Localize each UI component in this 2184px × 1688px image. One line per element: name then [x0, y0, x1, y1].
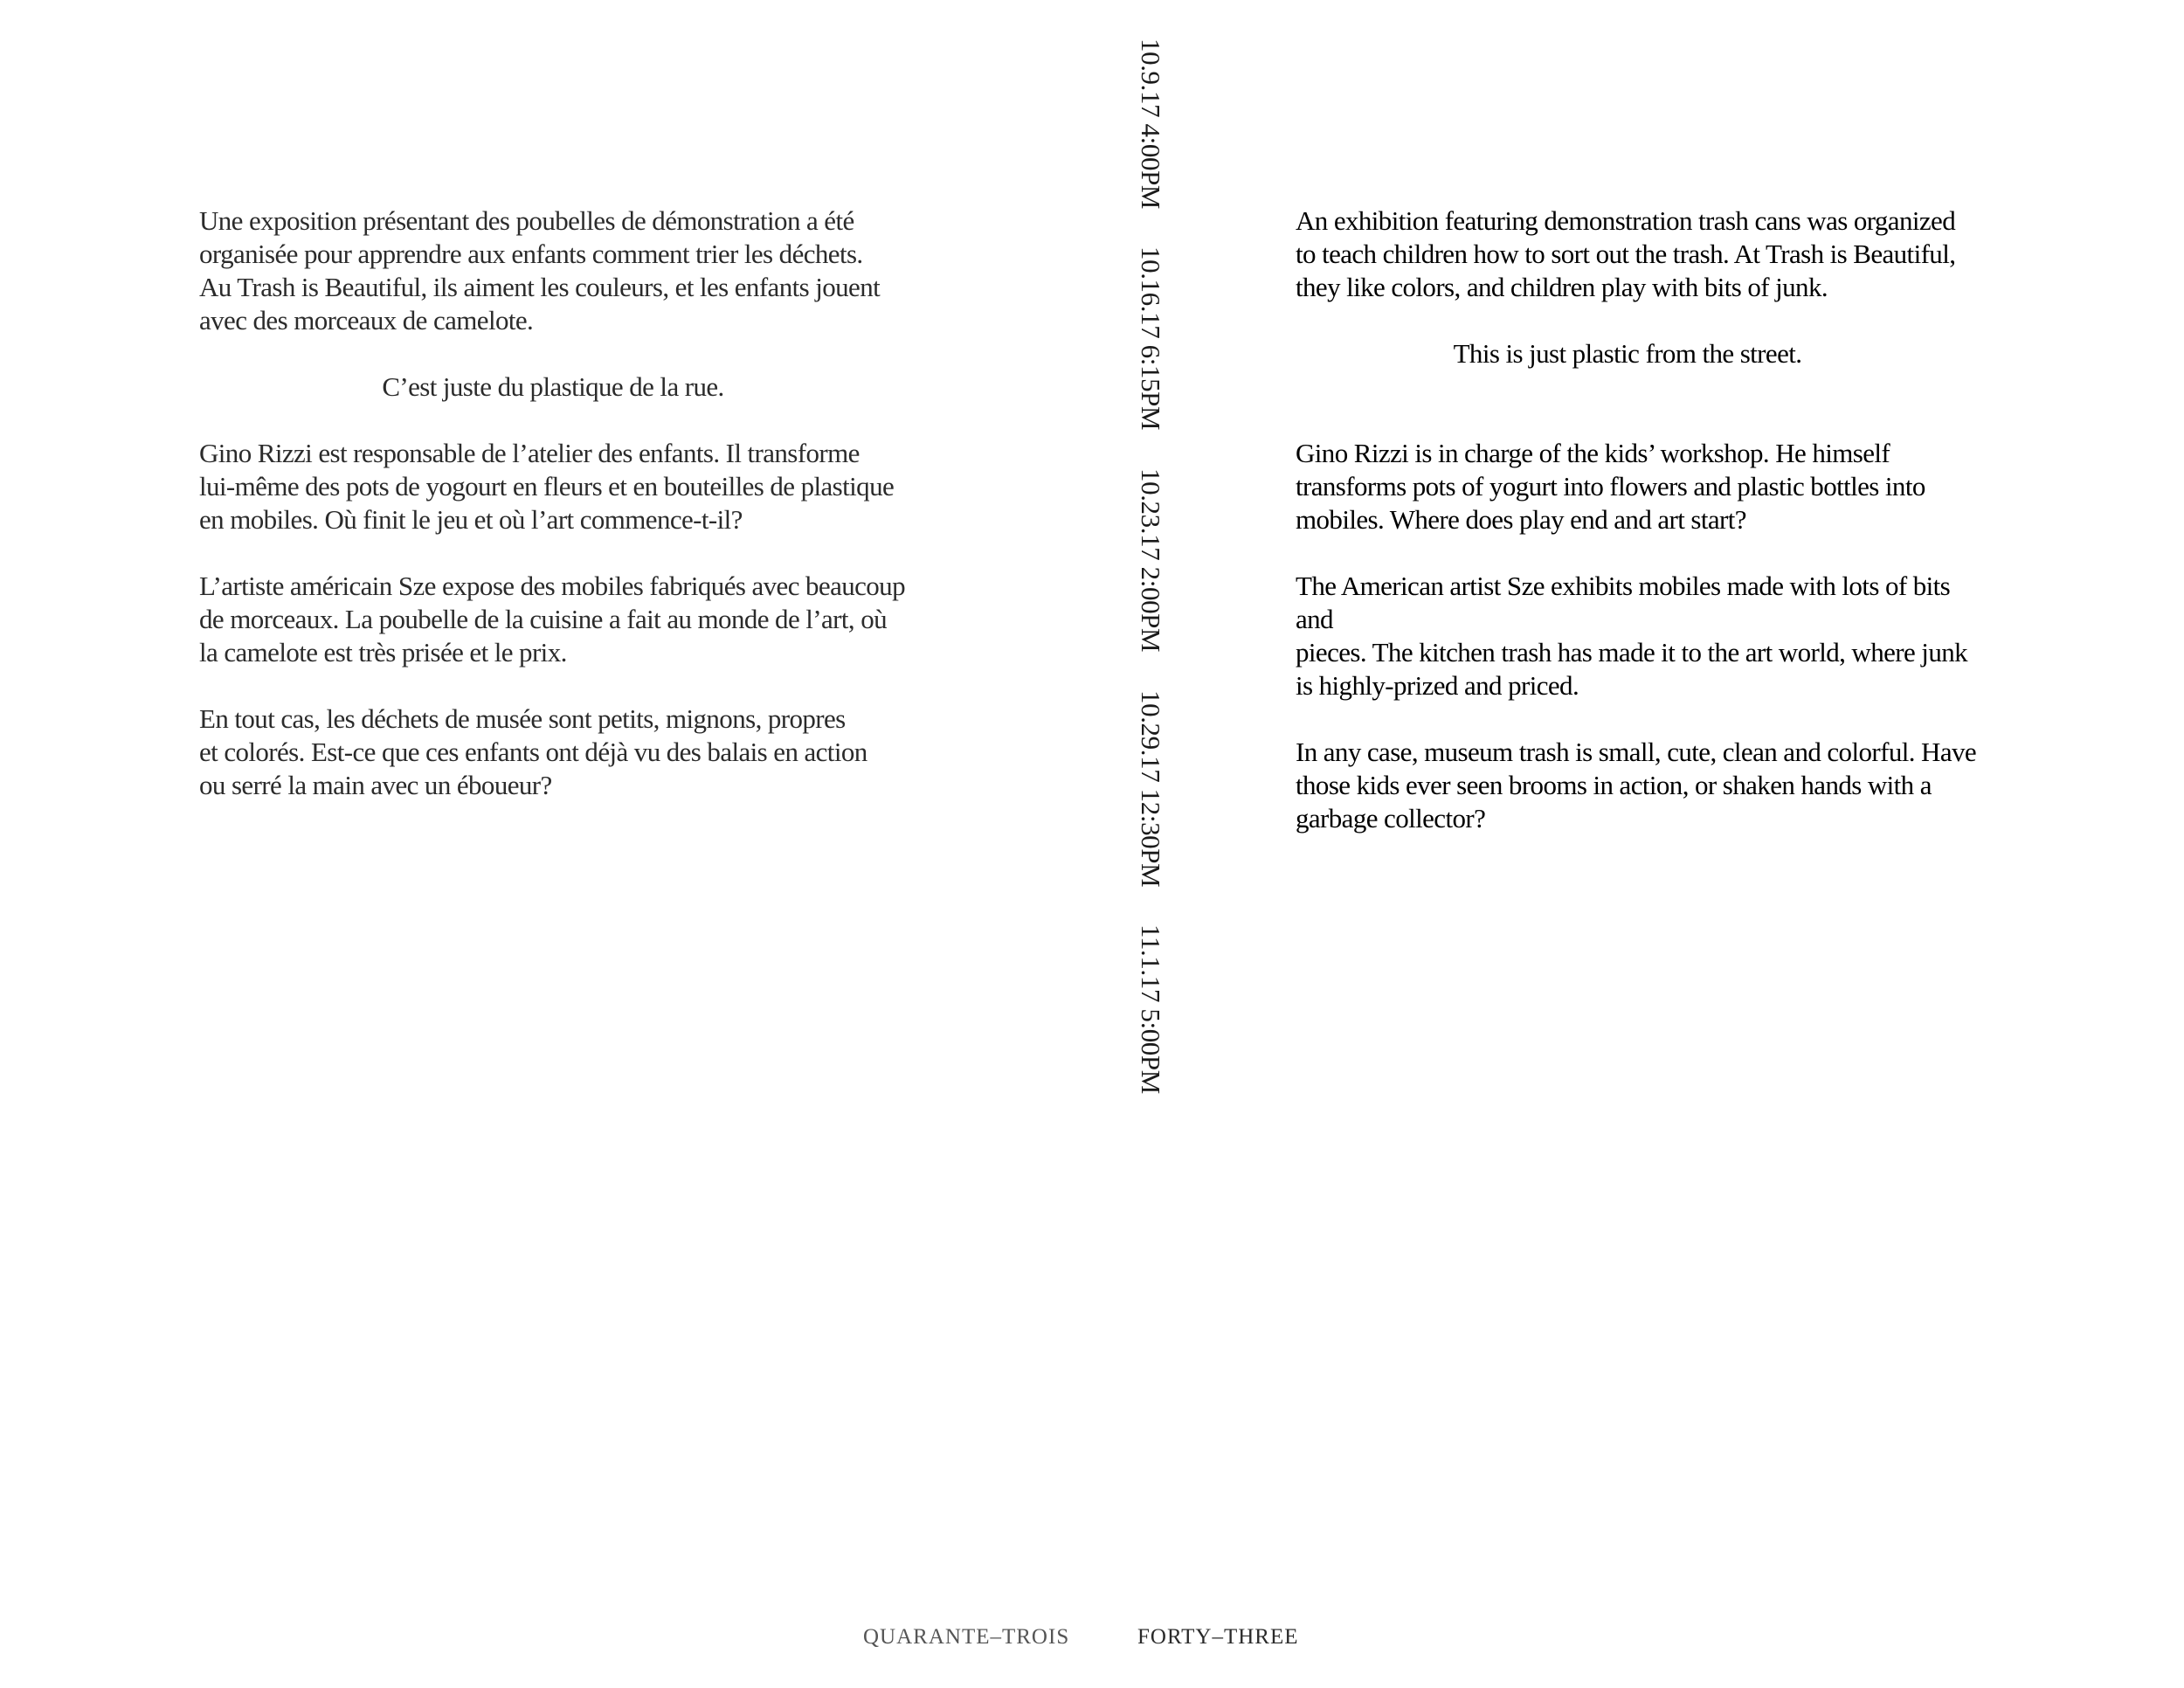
spine-date-3: 10.23.17 2:00PM — [1136, 467, 1166, 653]
french-paragraph-2: Gino Rizzi est responsable de l’atelier des enfants. Il transforme lui-même des pots de yogourt en fleurs et en bouteilles de plastique en mobiles. Où finit le jeu et où l’art commence-t-il? — [199, 438, 895, 535]
english-pull-quote: This is just plastic from the street. — [1453, 338, 1802, 369]
spine-dates — [1136, 38, 1165, 1125]
english-paragraph-3: The American artist Sze exhibits mobiles made with lots of bits and pieces. The kitchen trash has made it to the art world, where junk is highly-prized and priced. — [1296, 571, 1968, 701]
french-paragraph-3: L’artiste américain Sze expose des mobiles fabriqués avec beaucoup de morceaux. La poubelle de la cuisine a fait au monde de l’art, où la camelote est très prisée et le prix. — [199, 571, 905, 668]
english-paragraph-1: An exhibition featuring demonstration trash cans was organized to teach children how to sort out the trash. At Trash is Beautiful, they like colors, and children play with bits of junk. — [1296, 205, 1956, 302]
french-paragraph-1: Une exposition présentant des poubelles de démonstration a été organisée pour apprendre aux enfants comment trier les déchets. Au Trash is Beautiful, ils aiment les couleurs, et les enfants jouent avec des morceaux de camelote. — [199, 205, 881, 336]
spine-date-1: 10.9.17 4:00PM — [1136, 38, 1166, 210]
french-text-column — [199, 204, 924, 835]
french-paragraph-4: En tout cas, les déchets de musée sont petits, mignons, propres et colorés. Est-ce que ces enfants ont déjà vu des balais en action ou serré la main avec un éboueur? — [199, 703, 867, 800]
spine-date-5: 11.1.17 5:00PM — [1136, 924, 1166, 1095]
spine-date-2: 10.16.17 6:15PM — [1136, 246, 1166, 431]
right-page-english — [1092, 0, 2184, 1688]
french-pull-quote: C’est juste du plastique de la rue. — [382, 371, 724, 402]
english-paragraph-2: Gino Rizzi is in charge of the kids’ workshop. He himself transforms pots of yogurt into flowers and plastic bottles into mobiles. Where does play end and art start? — [1296, 438, 1925, 535]
english-paragraph-4: In any case, museum trash is small, cute, clean and colorful. Have those kids ever seen brooms in action, or shaken hands with a garbage collector? — [1296, 737, 1977, 834]
page-number-english: FORTY–THREE — [1137, 1625, 1299, 1649]
page-number-french: QUARANTE–TROIS — [863, 1625, 1070, 1649]
english-text-column — [1296, 204, 1986, 868]
spine-date-4: 10.29.17 12:30PM — [1136, 689, 1166, 887]
